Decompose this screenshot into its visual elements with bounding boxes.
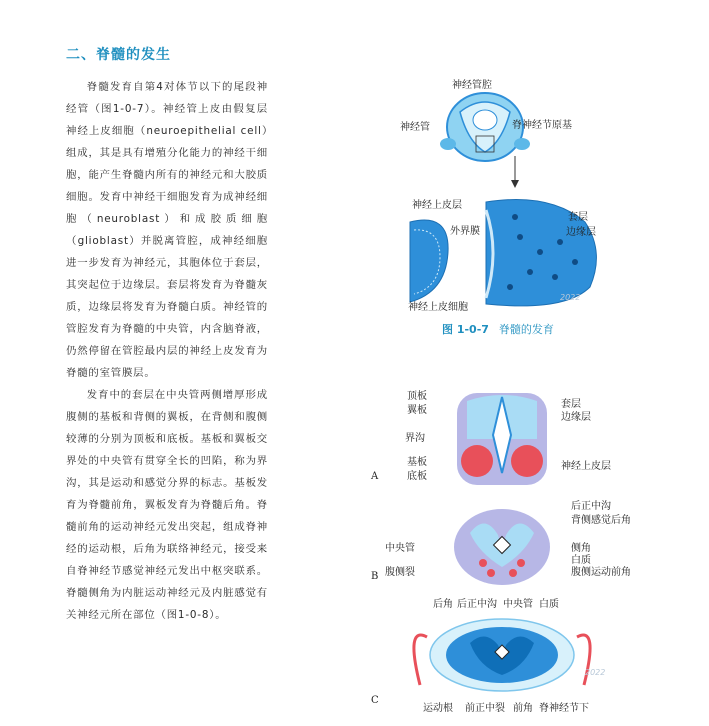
label-posterior-horn: 后角 [433,599,453,610]
figure-spinal-development [390,72,640,312]
panel-c-diagram [414,619,590,691]
label-dorsal-horn: 背侧感觉后角 [571,515,631,526]
label-roof-plate: 顶板 [407,391,427,402]
panel-a-letter: A [371,471,379,482]
label-white-matter-b: 白质 [571,555,591,566]
label-lateral-horn: 侧角 [571,543,591,554]
label-sulcus: 界沟 [405,433,425,444]
figure-caption [442,321,554,337]
label-anterior-fissure: 前正中裂 [465,703,505,714]
body-text [66,76,268,626]
label-lumen: 神经管腔 [452,80,492,91]
label-neural-tube: 神经管 [400,122,430,133]
panel-b-diagram [454,509,550,585]
caption-title: 脊髓的发育 [498,323,554,336]
section-heading: 二、脊髓的发生 [66,47,171,63]
label-spinal-nerve: 脊神经节下 [539,703,589,714]
label-outer-membrane: 外界膜 [450,226,480,237]
label-white-matter-c: 白质 [539,599,559,610]
label-basal-plate: 基板 [407,457,427,468]
panel-b-letter: B [371,571,379,582]
label-epithelium-top: 神经上皮层 [412,200,462,211]
label-ganglion: 脊神经节原基 [512,120,572,131]
panel-a-diagram [457,393,547,485]
paragraph-2: 发育中的套层在中央管两侧增厚形成腹侧的基板和背侧的翼板，在背侧和腹侧较薄的分别为顶板和底板。基板和翼板交界处的中央管有贯穿全长的凹陷，称为界沟，其是运动和感觉分界的标志。基板发育为脊髓前角，翼板发育为脊髓后角。脊髓前角的运动神经元发出突起，组成脊神经的运动根，后角为联络神经元，接受来自脊神经节感觉神经元发出中枢突联系。脊髓侧角为内脏运动神经元及内脏感觉有关神经元所在部位（图1-0-8）。 [66,389,268,621]
figure-spinal-cord-stages [365,385,665,723]
label-epithelium-a: 神经上皮层 [561,461,611,472]
label-ventral-horn: 腹侧运动前角 [571,567,631,578]
label-posterior-sulcus-b: 后正中沟 [571,501,611,512]
label-floor-plate: 底板 [407,471,427,482]
label-anterior-horn: 前角 [513,703,533,714]
label-mantle: 套层 [568,212,588,223]
label-central-canal-c: 中央管 [503,599,533,610]
epithelium-small-section [410,220,448,302]
label-central-canal-b: 中央管 [385,543,415,554]
caption-number: 图 1-0-7 [442,323,489,336]
paragraph-1: 脊髓发育自第4对体节以下的尾段神经管（图1-0-7）。神经管上皮由假复层神经上皮细胞（neuroepithelial cell）组成，其是具有增殖分化能力的神经干细胞，能产生脊髓内所有的神经元和大胶质细胞。发育中神经干细胞发育为成神经细胞（neuroblast）和成胶质细胞（glioblast）并脱离管腔，成神经细胞进一步发育为神经元，其胞体位于套层，其突起位于边缘层。套层将发育为脊髓灰质，边缘层将发育为脊髓白质。神经管的管腔发育为脊髓的中央管，内含脑脊液，仍然停留在管腔最内层的神经上皮发育为脊髓的室管膜层。 [66,81,268,379]
label-posterior-sulcus-c: 后正中沟 [457,599,497,610]
label-ventral-fissure: 腹侧裂 [385,567,415,578]
watermark: 2022 [560,293,581,302]
label-epithelial-cell: 神经上皮细胞 [408,302,468,312]
watermark: 2022 [585,668,606,677]
label-alar-plate: 翼板 [407,405,427,416]
label-motor-root: 运动根 [423,703,453,714]
label-marginal-a: 边缘层 [561,412,591,423]
panel-c-letter: C [371,695,379,706]
label-marginal: 边缘层 [566,227,596,238]
neural-tube-diagram [440,93,530,188]
label-mantle-a: 套层 [561,399,581,410]
